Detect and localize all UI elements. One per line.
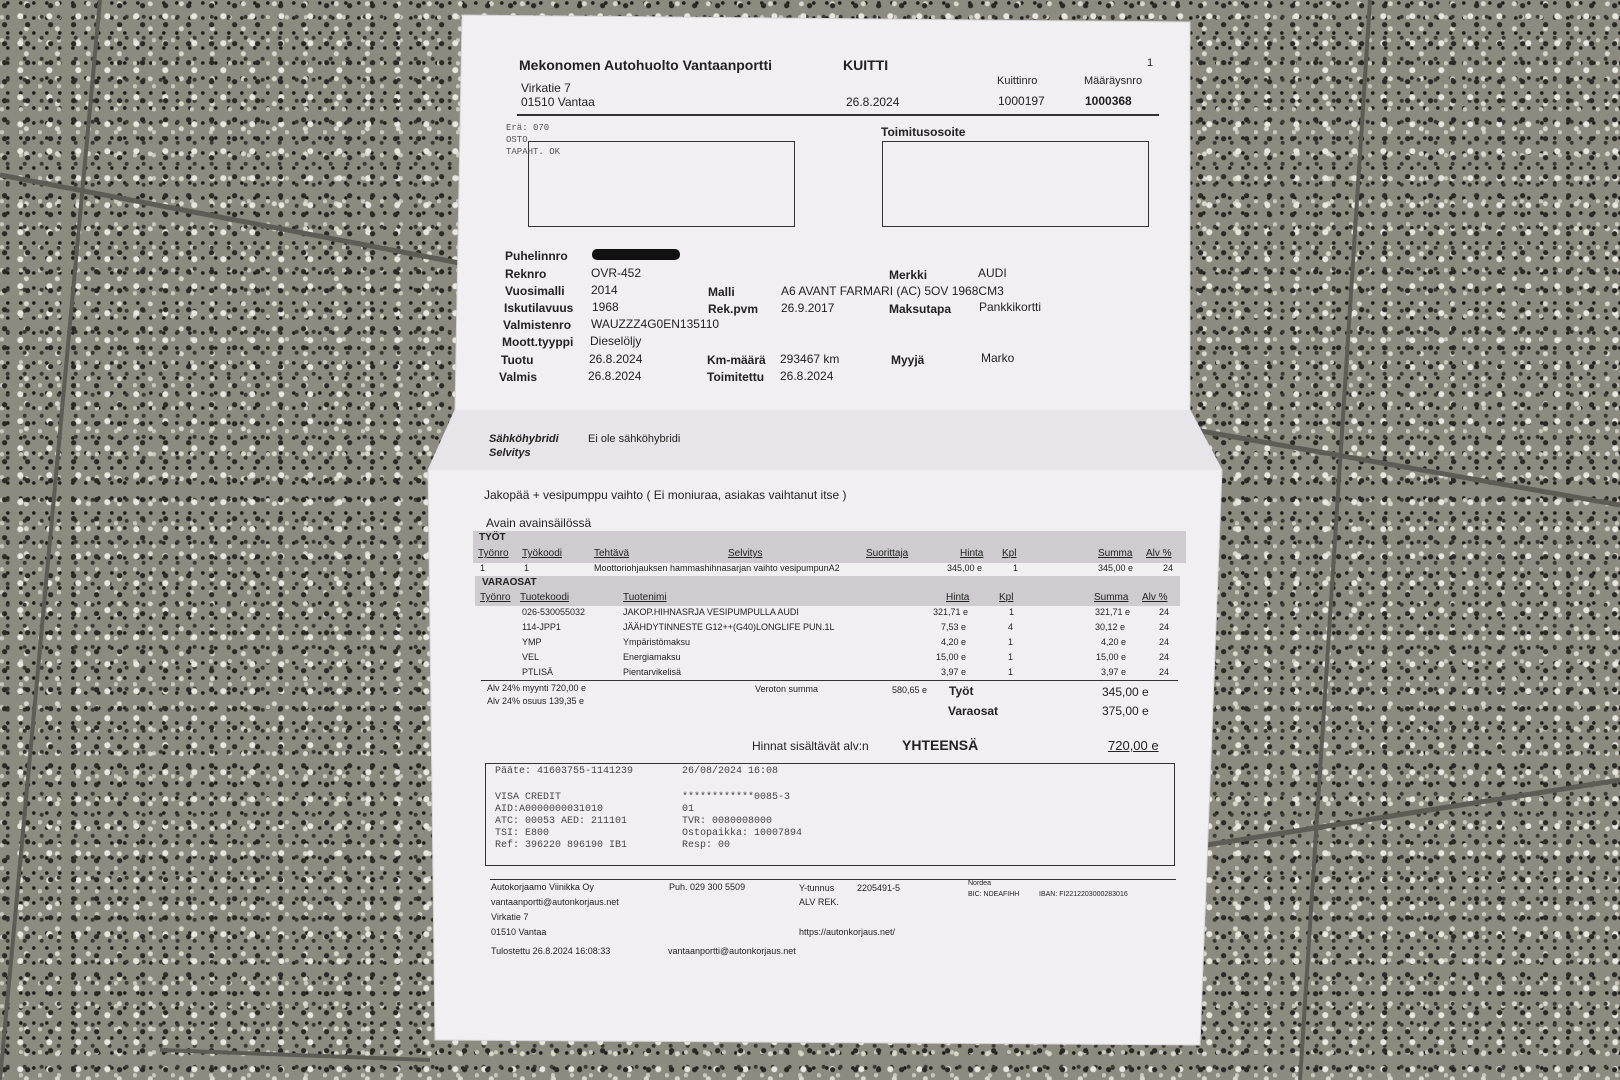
delivery-address-label: Toimitusosoite: [881, 125, 966, 139]
footer-divider: [490, 879, 1176, 880]
parts-col-vat: Alv %: [1142, 592, 1168, 603]
hybrid-explanation-label: Selvitys: [489, 447, 531, 459]
ready-date: 26.8.2024: [588, 369, 642, 383]
part-row-price: 3,97 e: [941, 667, 967, 677]
part-row-name: Energiamaksu: [623, 652, 681, 662]
shop-street: Virkatie 7: [521, 81, 571, 95]
year-label: Vuosimalli: [505, 284, 565, 298]
payment-value: Pankkikortti: [979, 300, 1042, 314]
card-seq: 01: [682, 804, 695, 815]
masked-card-number: ************0085-3: [682, 792, 791, 803]
part-row-qty: 1: [1008, 667, 1014, 677]
part-row-vat: 24: [1159, 667, 1170, 677]
vat-sales: Alv 24% myynti 720,00 e: [487, 683, 587, 693]
km-label: Km-määrä: [707, 353, 766, 367]
part-row-sum: 3,97 e: [1101, 667, 1127, 677]
prices-include-vat: Hinnat sisältävät alv:n: [752, 739, 869, 753]
seller-label: Myyjä: [891, 353, 925, 367]
torn-note-line3: TAPAHT. OK: [506, 147, 561, 157]
part-row-qty: 1: [1009, 607, 1015, 617]
labor-row-qty: 1: [1013, 563, 1019, 573]
card-tvr: TVR: 0080008000: [682, 816, 773, 827]
hybrid-value: Ei ole sähköhybridi: [588, 433, 681, 445]
model-label: Malli: [708, 285, 735, 299]
labor-row-code: 1: [524, 563, 530, 573]
engine-value: Dieselöljy: [590, 334, 642, 348]
part-row-vat: 24: [1159, 652, 1170, 662]
part-row-sum: 321,71 e: [1095, 607, 1131, 617]
vin-value: WAUZZZ4G0EN135110: [591, 317, 720, 331]
card-response: Resp: 00: [682, 840, 731, 851]
delivery-address-box: [882, 141, 1149, 227]
parts-col-price: Hinta: [946, 592, 970, 603]
in-date: 26.8.2024: [589, 352, 643, 366]
labor-row-nro: 1: [480, 563, 486, 573]
torn-note-line1: Erä: 070: [506, 123, 550, 133]
grand-total: 720,00 e: [1108, 738, 1159, 753]
part-row-price: 4,20 e: [941, 637, 967, 647]
labor-col-sum: Summa: [1098, 548, 1133, 559]
part-row-name: JÄÄHDYTINNESTE G12++(G40)LONGLIFE PUN.1L: [623, 622, 835, 632]
part-row-code: YMP: [522, 637, 542, 647]
ready-label: Valmis: [499, 370, 538, 384]
part-row-code: VEL: [522, 652, 540, 662]
km-value: 293467 km: [780, 352, 840, 366]
page-number: 1: [1147, 57, 1154, 69]
labor-title: TYÖT: [479, 532, 506, 543]
parts-col-name: Tuotenimi: [623, 592, 667, 603]
vat-share: Alv 24% osuus 139,35 e: [487, 696, 585, 706]
part-row-name: Pientarvikelisä: [623, 667, 682, 677]
card-atc-aed: ATC: 00053 AED: 211101: [495, 816, 628, 827]
part-row-code: PTLISÄ: [522, 667, 554, 677]
footer-ytunnus: 2205491-5: [857, 883, 901, 893]
terminal-id: Pääte: 41603755-1141239: [495, 766, 634, 777]
reg-value: OVR-452: [591, 266, 642, 280]
footer-ytunnus-label: Y-tunnus: [799, 883, 835, 893]
make-label: Merkki: [889, 268, 928, 282]
seller-value: Marko: [981, 351, 1015, 365]
part-row-name: JAKOP.HIHNASRJA VESIPUMPULLA AUDI: [623, 607, 799, 617]
customer-address-box: [528, 141, 795, 227]
footer-alv: ALV REK.: [799, 897, 839, 907]
regdate-label: Rek.pvm: [708, 302, 759, 316]
order-number: 1000368: [1085, 94, 1132, 108]
order-number-label: Määräysnro: [1084, 75, 1143, 87]
footer-bank: Nordea: [968, 880, 991, 887]
phone-label: Puhelinnro: [505, 249, 568, 263]
part-row-price: 7,53 e: [941, 622, 967, 632]
parts-title: VARAOSAT: [482, 577, 537, 588]
footer-iban: IBAN: FI2212203000283016: [1039, 891, 1128, 898]
part-row-qty: 1: [1008, 652, 1014, 662]
model-value: A6 AVANT FARMARI (AC) 5OV 1968CM3: [781, 284, 1004, 298]
reg-label: Reknro: [505, 267, 547, 281]
labor-col-task: Tehtävä: [594, 548, 630, 559]
part-row-vat: 24: [1159, 622, 1170, 632]
footer-website: https://autonkorjaus.net/: [799, 927, 896, 937]
document-type: KUITTI: [843, 57, 889, 73]
parts-divider: [481, 680, 1178, 681]
labor-col-price: Hinta: [960, 548, 984, 559]
labor-col-explanation: Selvitys: [728, 548, 763, 559]
parts-col-code: Tuotekoodi: [520, 592, 570, 603]
parts-col-nro: Työnro: [480, 592, 511, 603]
footer-company: Autokorjaamo Viinikka Oy: [491, 882, 594, 892]
redacted-phone: [592, 249, 680, 260]
part-row-qty: 4: [1008, 622, 1014, 632]
merchant-id: Ostopaikka: 10007894: [682, 828, 803, 839]
labor-header-band: [473, 531, 1186, 563]
footer-email-2: vantaanportti@autonkorjaus.net: [668, 946, 796, 956]
card-tsi: TSI: E800: [495, 828, 550, 839]
displacement-label: Iskutilavuus: [504, 301, 574, 315]
parts-total-label: Varaosat: [948, 704, 999, 718]
labor-col-code: Työkoodi: [522, 548, 563, 559]
footer-email: vantaanportti@autonkorjaus.net: [491, 897, 619, 907]
grand-total-label: YHTEENSÄ: [902, 737, 979, 753]
key-note: Avain avainsäilössä: [486, 516, 592, 530]
part-row-price: 321,71 e: [933, 607, 969, 617]
job-description: Jakopää + vesipumppu vaihto ( Ei moniuraa, asiakas vaihtanut itse ): [484, 488, 847, 502]
shop-city: 01510 Vantaa: [521, 95, 595, 109]
net-value: 580,65 e: [892, 685, 928, 695]
receipt-number: 1000197: [998, 94, 1045, 108]
vin-label: Valmistenro: [503, 318, 572, 332]
part-row-name: Ympäristömaksu: [623, 637, 691, 647]
header-divider: [517, 114, 1159, 116]
engine-label: Moott.tyyppi: [502, 335, 574, 349]
parts-total: 375,00 e: [1102, 704, 1149, 718]
payment-label: Maksutapa: [889, 302, 952, 316]
part-row-code: 026-530055032: [522, 607, 586, 617]
footer-street: Virkatie 7: [491, 912, 529, 922]
labor-row-price: 345,00 e: [947, 563, 983, 573]
torn-note-line2: OSTO: [506, 135, 528, 145]
part-row-qty: 1: [1008, 637, 1014, 647]
delivered-value: 26.8.2024: [780, 369, 834, 383]
make-value: AUDI: [978, 266, 1007, 280]
displacement-value: 1968: [592, 300, 619, 314]
labor-col-performer: Suorittaja: [866, 548, 909, 559]
footer-printed: Tulostettu 26.8.2024 16:08:33: [491, 946, 611, 956]
card-type: VISA CREDIT: [495, 792, 562, 803]
labor-total: 345,00 e: [1102, 685, 1149, 699]
part-row-vat: 24: [1159, 637, 1170, 647]
part-row-price: 15,00 e: [936, 652, 967, 662]
part-row-sum: 30,12 e: [1095, 622, 1126, 632]
labor-col-qty: Kpl: [1002, 548, 1017, 559]
parts-col-sum: Summa: [1094, 592, 1129, 603]
footer-bic: BIC: NDEAFIHH: [968, 891, 1020, 898]
part-row-vat: 24: [1159, 607, 1170, 617]
receipt-date: 26.8.2024: [846, 95, 900, 109]
labor-total-label: Työt: [949, 684, 974, 698]
labor-col-vat: Alv %: [1146, 548, 1172, 559]
transaction-time: 26/08/2024 16:08: [682, 766, 779, 777]
labor-row-vat: 24: [1163, 563, 1174, 573]
labor-row-task: Moottoriohjauksen hammashihnasarjan vaihto vesipumpunA2: [594, 563, 840, 573]
labor-row-sum: 345,00 e: [1098, 563, 1134, 573]
delivered-label: Toimitettu: [707, 370, 765, 384]
labor-col-nro: Työnro: [478, 548, 509, 559]
part-row-sum: 4,20 e: [1101, 637, 1127, 647]
year-value: 2014: [591, 283, 618, 297]
card-aid: AID:A0000000031010: [495, 804, 604, 815]
card-reference: Ref: 396220 896190 IB1: [495, 840, 628, 851]
shop-name: Mekonomen Autohuolto Vantaanportti: [519, 57, 773, 73]
net-label: Veroton summa: [755, 684, 819, 694]
in-label: Tuotu: [501, 353, 534, 367]
parts-header-band: [475, 576, 1180, 606]
hybrid-label: Sähköhybridi: [489, 433, 559, 445]
footer-city: 01510 Vantaa: [491, 927, 547, 937]
footer-phone: Puh. 029 300 5509: [669, 882, 746, 892]
regdate-value: 26.9.2017: [781, 301, 835, 315]
part-row-code: 114-JPP1: [522, 622, 561, 632]
parts-col-qty: Kpl: [999, 592, 1014, 603]
receipt-number-label: Kuittinro: [997, 75, 1038, 87]
part-row-sum: 15,00 e: [1096, 652, 1127, 662]
